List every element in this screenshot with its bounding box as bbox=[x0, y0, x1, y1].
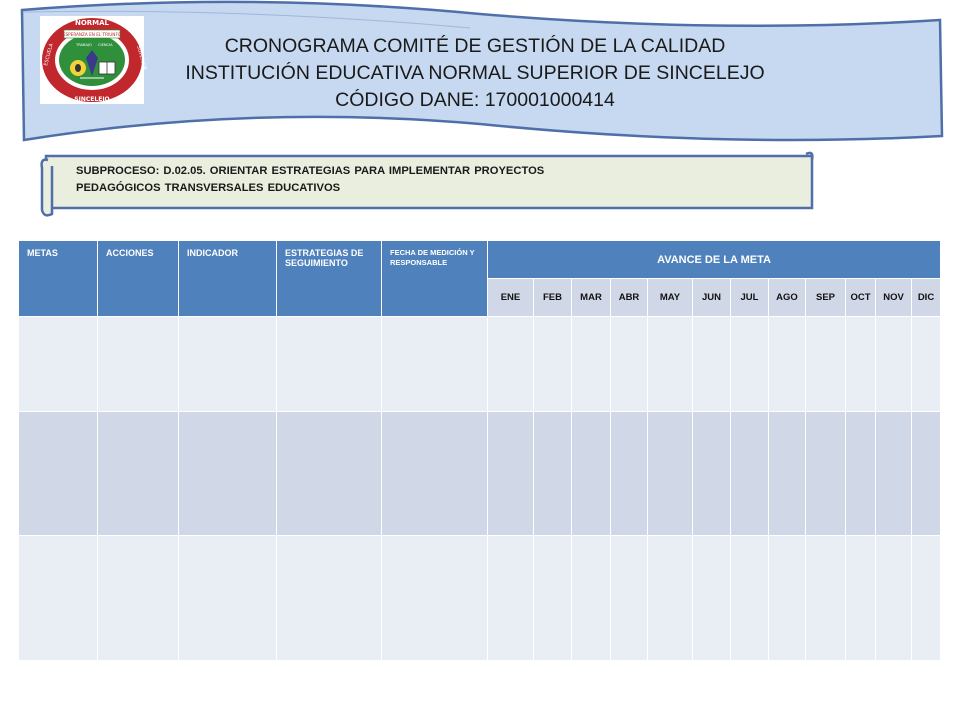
table-cell[interactable] bbox=[277, 536, 382, 661]
table-cell[interactable] bbox=[648, 536, 693, 661]
table-cell[interactable] bbox=[912, 536, 941, 661]
table-cell[interactable] bbox=[611, 412, 648, 536]
table-cell[interactable] bbox=[769, 536, 806, 661]
table-cell[interactable] bbox=[912, 412, 941, 536]
table-cell[interactable] bbox=[572, 317, 611, 412]
col-header-fecha: FECHA DE MEDICIÓN Y RESPONSABLE bbox=[382, 241, 488, 317]
subprocess-text bbox=[76, 163, 656, 197]
table-cell[interactable] bbox=[179, 536, 277, 661]
table-cell[interactable] bbox=[731, 536, 769, 661]
month-header: ENE bbox=[488, 279, 534, 317]
table-cell[interactable] bbox=[19, 412, 98, 536]
table-cell[interactable] bbox=[572, 412, 611, 536]
logo-bottom-text: SINCELEJO bbox=[74, 96, 110, 103]
table-cell[interactable] bbox=[611, 317, 648, 412]
school-logo bbox=[40, 16, 148, 104]
logo-word-right: CIENCIA bbox=[98, 43, 113, 47]
table-cell[interactable] bbox=[846, 536, 876, 661]
table-cell[interactable] bbox=[98, 536, 179, 661]
table-cell[interactable] bbox=[912, 317, 941, 412]
table-cell[interactable] bbox=[534, 317, 572, 412]
month-header: JUL bbox=[731, 279, 769, 317]
col-header-acciones: ACCIONES bbox=[98, 241, 179, 317]
col-header-avance: AVANCE DE LA META bbox=[488, 241, 941, 279]
table-cell[interactable] bbox=[277, 412, 382, 536]
table-cell[interactable] bbox=[488, 317, 534, 412]
table-cell[interactable] bbox=[179, 412, 277, 536]
month-header: ABR bbox=[611, 279, 648, 317]
table-cell[interactable] bbox=[806, 536, 846, 661]
table-cell[interactable] bbox=[488, 536, 534, 661]
table-cell[interactable] bbox=[98, 317, 179, 412]
col-header-metas: METAS bbox=[19, 241, 98, 317]
table-cell[interactable] bbox=[382, 317, 488, 412]
table-cell[interactable] bbox=[731, 412, 769, 536]
table-cell[interactable] bbox=[731, 317, 769, 412]
title-line-2: INSTITUCIÓN EDUCATIVA NORMAL SUPERIOR DE SINCELEJO bbox=[185, 62, 765, 84]
table-cell[interactable] bbox=[769, 412, 806, 536]
table-cell[interactable] bbox=[534, 412, 572, 536]
table-cell[interactable] bbox=[19, 317, 98, 412]
month-header: FEB bbox=[534, 279, 572, 317]
schedule-table-wrapper bbox=[18, 240, 941, 661]
table-cell[interactable] bbox=[648, 317, 693, 412]
logo-right-text: SUPERIOR bbox=[135, 44, 148, 72]
table-cell[interactable] bbox=[648, 412, 693, 536]
subprocess-line-1: SUBPROCESO: D.02.05. ORIENTAR ESTRATEGIAS PARA IMPLEMENTAR PROYECTOS bbox=[76, 165, 545, 177]
table-cell[interactable] bbox=[611, 536, 648, 661]
table-cell[interactable] bbox=[382, 536, 488, 661]
title-line-1: CRONOGRAMA COMITÉ DE GESTIÓN DE LA CALIDAD bbox=[224, 35, 726, 57]
table-row bbox=[19, 536, 941, 661]
month-header: OCT bbox=[846, 279, 876, 317]
table-cell[interactable] bbox=[806, 317, 846, 412]
month-header: JUN bbox=[693, 279, 731, 317]
col-header-indicador: INDICADOR bbox=[179, 241, 277, 317]
table-row bbox=[19, 412, 941, 536]
month-header: MAY bbox=[648, 279, 693, 317]
logo-top-text: NORMAL bbox=[74, 19, 110, 27]
table-cell[interactable] bbox=[846, 317, 876, 412]
logo-word-left: TRABAJO bbox=[76, 43, 92, 47]
table-cell[interactable] bbox=[382, 412, 488, 536]
table-cell[interactable] bbox=[806, 412, 846, 536]
table-cell[interactable] bbox=[769, 317, 806, 412]
table-cell[interactable] bbox=[488, 412, 534, 536]
table-row bbox=[19, 317, 941, 412]
table-cell[interactable] bbox=[693, 412, 731, 536]
month-header: SEP bbox=[806, 279, 846, 317]
document-title bbox=[150, 33, 800, 114]
table-cell[interactable] bbox=[179, 317, 277, 412]
table-cell[interactable] bbox=[876, 317, 912, 412]
table-cell[interactable] bbox=[876, 412, 912, 536]
logo-motto: ESPERANZA EN EL TRIUNFO bbox=[62, 32, 122, 37]
col-header-estrategias: ESTRATEGIAS DE SEGUIMIENTO bbox=[277, 241, 382, 317]
table-cell[interactable] bbox=[19, 536, 98, 661]
table-cell[interactable] bbox=[876, 536, 912, 661]
table-cell[interactable] bbox=[534, 536, 572, 661]
table-cell[interactable] bbox=[98, 412, 179, 536]
month-header: DIC bbox=[912, 279, 941, 317]
month-header: NOV bbox=[876, 279, 912, 317]
title-line-3: CÓDIGO DANE: 170001000414 bbox=[335, 89, 615, 111]
table-cell[interactable] bbox=[572, 536, 611, 661]
table-cell[interactable] bbox=[693, 317, 731, 412]
month-header: AGO bbox=[769, 279, 806, 317]
table-cell[interactable] bbox=[846, 412, 876, 536]
subprocess-line-2: PEDAGÓGICOS TRANSVERSALES EDUCATIVOS bbox=[76, 182, 341, 194]
logo-left-text: ESCUELA bbox=[43, 42, 55, 67]
month-header: MAR bbox=[572, 279, 611, 317]
table-cell[interactable] bbox=[277, 317, 382, 412]
table-cell[interactable] bbox=[693, 536, 731, 661]
schedule-table bbox=[18, 240, 941, 661]
